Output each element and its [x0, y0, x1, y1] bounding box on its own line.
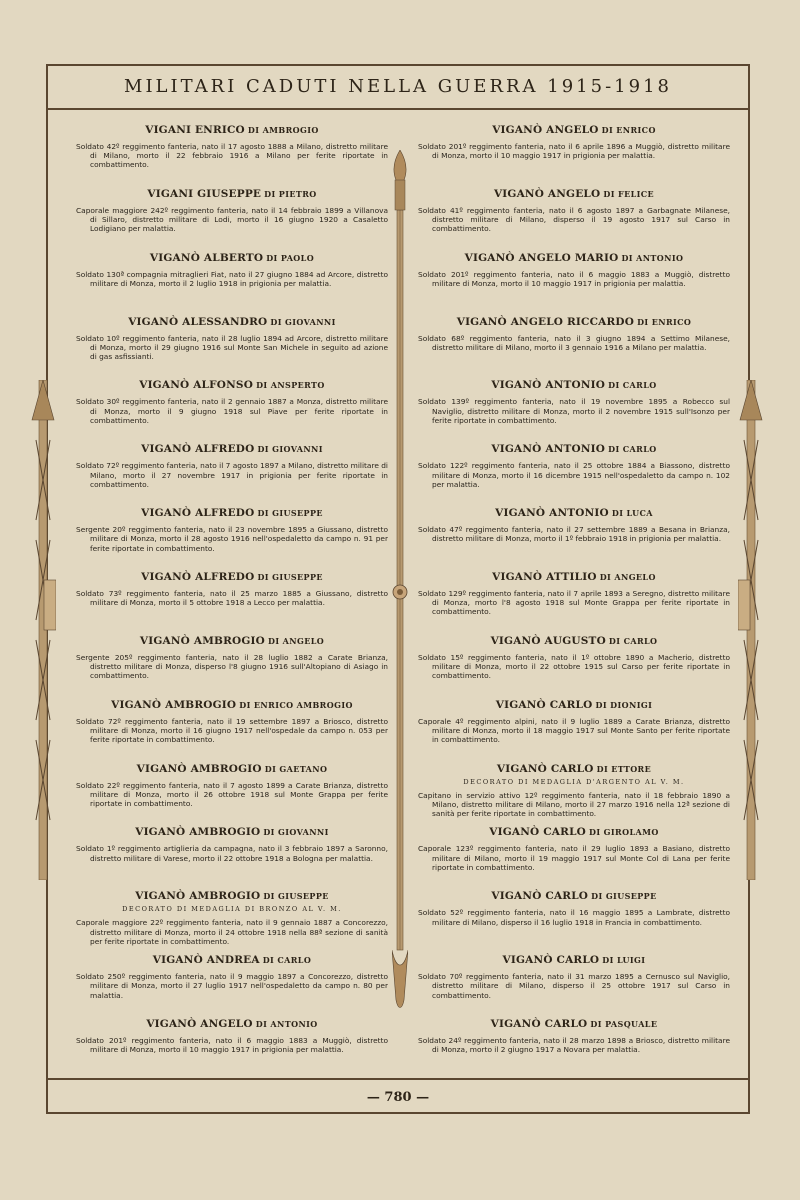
left-fasces-ornament	[30, 380, 56, 880]
soldier-entry	[418, 1010, 730, 1074]
soldier-surname-given: VIGANÒ ANGELO	[492, 124, 599, 136]
soldier-entry	[76, 244, 388, 308]
soldier-name	[418, 507, 730, 519]
soldier-record-text: Soldato 201º reggimento fanteria, nato il 6 maggio 1883 a Muggiò, distretto militare di Monza, morto il 10 maggio 1917 in prigionia per malattia.	[418, 269, 730, 288]
soldier-name	[76, 890, 388, 902]
soldier-entry	[418, 308, 730, 372]
soldier-record-text: Soldato 139º reggimento fanteria, nato il 19 novembre 1895 a Robecco sul Naviglio, distretto militare di Monza, morto il 2 novembre 1915 sull'Isonzo per ferite riportate in combattimento.	[418, 397, 730, 425]
soldier-surname-given: VIGANÒ AMBROGIO	[139, 634, 265, 647]
soldier-surname-given: VIGANÒ AMBROGIO	[135, 826, 261, 839]
soldier-entry	[418, 755, 730, 819]
soldier-paternity: DI PAOLO	[266, 252, 315, 263]
soldier-entry	[418, 435, 730, 499]
soldier-name	[76, 1018, 388, 1030]
soldier-record-text: Soldato 41º reggimento fanteria, nato il 6 agosto 1897 a Garbagnate Milanese, distretto militare di Milano, disperso il 19 agosto 1917 sul Carso in combattimento.	[418, 205, 730, 234]
soldier-record-text: Soldato 47º reggimento fanteria, nato il 27 settembre 1889 a Besana in Brianza, distretto militare di Monza, morto il 1º febbraio 1918 in prigionia per malattia.	[418, 525, 730, 544]
soldier-entry	[76, 1010, 388, 1074]
soldier-record-text: Soldato 201º reggimento fanteria, nato il 6 aprile 1896 a Muggiò, distretto militare di Monza, morto il 10 maggio 1917 in prigionia per malattia.	[418, 142, 730, 161]
soldier-entry	[418, 818, 730, 882]
soldier-surname-given: VIGANI GIUSEPPE	[147, 187, 262, 200]
soldier-name	[418, 1018, 730, 1030]
soldier-entry	[418, 627, 730, 691]
soldier-entry	[418, 116, 730, 180]
soldier-record-text: Caporale maggiore 242º reggimento fanteria, nato il 14 febbraio 1899 a Villanova di Sillaro, distretto militare di Lodi, morto il 16 giugno 1920 a Casaletto Lodigiano per malattia.	[76, 205, 388, 234]
soldier-entry	[418, 499, 730, 563]
soldier-name	[418, 379, 730, 391]
page-number: — 780 —	[366, 1090, 430, 1105]
soldier-name	[76, 316, 388, 328]
soldier-paternity: DI GIUSEPPE	[257, 572, 323, 583]
soldier-name	[418, 124, 730, 136]
soldier-award: DECORATO DI MEDAGLIA D'ARGENTO AL V. M.	[463, 777, 685, 786]
soldier-record-text: Sergente 20º reggimento fanteria, nato il 23 novembre 1895 a Giussano, distretto militare di Monza, morto il 28 agosto 1916 nell'ospedaletto da campo n. 91 per ferite riportate in combattimento.	[76, 525, 388, 553]
soldier-surname-given: VIGANÒ ANTONIO	[491, 379, 606, 392]
soldier-record-text: Soldato 122º reggimento fanteria, nato il 25 ottobre 1884 a Biassono, distretto militare di Monza, morto il 16 dicembre 1915 nell'ospedaletto da campo n. 102 per malattia.	[418, 461, 730, 489]
soldier-name	[418, 763, 730, 775]
soldier-record-text: Caporale maggiore 22º reggimento fanteria, nato il 9 gennaio 1887 a Concorezzo, distretto militare di Monza, morto il 24 ottobre 1918 nella 88ª sezione di sanità per ferite riportate in combattimento.	[76, 918, 388, 946]
soldier-record-text: Soldato 129º reggimento fanteria, nato il 7 aprile 1893 a Seregno, distretto militare di Monza, morto l'8 agosto 1918 sul Monte Grappa per ferite riportate in combattimento.	[418, 589, 730, 617]
soldier-entry	[418, 882, 730, 946]
soldier-record-text: Soldato 30º reggimento fanteria, nato il 2 gennaio 1887 a Monza, distretto militare di Monza, morto il 9 giugno 1918 sul Piave per ferite riportate in combattimento.	[76, 397, 388, 425]
soldier-paternity: DI GIOVANNI	[257, 444, 323, 455]
soldier-paternity: DI CARLO	[608, 635, 658, 646]
soldier-entry	[76, 882, 388, 946]
soldier-surname-given: VIGANÒ CARLO	[502, 954, 600, 967]
soldier-record-text: Soldato 250º reggimento fanteria, nato il 9 maggio 1897 a Concorezzo, distretto militare di Monza, morto il 27 luglio 1917 nell'ospedaletto da campo n. 80 per malattia.	[76, 972, 388, 1000]
soldier-record-text: Sergente 205º reggimento fanteria, nato il 28 luglio 1882 a Carate Brianza, distretto militare di Monza, disperso l'8 giugno 1916 sull'Altopiano di Asiago in combattimento.	[76, 652, 388, 681]
soldier-name	[418, 443, 730, 455]
soldier-record-text: Soldato 130ª compagnia mitraglieri Fiat, nato il 27 giugno 1884 ad Arcore, distretto militare di Monza, morto il 2 luglio 1918 in prigionia per malattia.	[76, 269, 388, 288]
soldier-name	[418, 890, 730, 902]
soldier-entry	[76, 691, 388, 755]
soldier-record-text: Caporale 4º reggimento alpini, nato il 9 luglio 1889 a Carate Brianza, distretto militare di Monza, morto il 18 maggio 1917 sul Monte Santo per ferite riportate in combattimento.	[418, 716, 730, 745]
soldier-paternity: DI ANGELO	[268, 635, 325, 646]
soldier-entry	[418, 946, 730, 1010]
soldier-record-text: Soldato 73º reggimento fanteria, nato il 25 marzo 1885 a Giussano, distretto militare di Monza, morto il 5 ottobre 1918 a Lecco per malattia.	[76, 589, 388, 608]
soldier-entry	[76, 755, 388, 819]
soldier-surname-given: VIGANÒ ALFREDO	[141, 443, 255, 456]
soldier-paternity: DI GIUSEPPE	[591, 891, 657, 902]
soldier-surname-given: VIGANÒ ANGELO MARIO	[464, 251, 619, 264]
soldier-record-text: Soldato 70º reggimento fanteria, nato il 31 marzo 1895 a Cernusco sul Naviglio, distretto militare di Milano, disperso il 25 ottobre 1917 sul Carso in combattimento.	[418, 972, 730, 1000]
soldier-record-text: Soldato 10º reggimento fanteria, nato il 28 luglio 1894 ad Arcore, distretto militare di Monza, morto il 29 giugno 1916 sul Monte San Michele in seguito ad azione di gas asfissianti.	[76, 333, 388, 361]
soldier-surname-given: VIGANI ENRICO	[145, 124, 245, 136]
soldier-name	[418, 699, 730, 711]
soldier-name	[76, 507, 388, 519]
soldier-record-text: Soldato 72º reggimento fanteria, nato il 19 settembre 1897 a Briosco, distretto militare di Monza, morto il 16 giugno 1917 nell'ospedale da campo n. 053 per ferite riportate in combattimento.	[76, 716, 388, 745]
soldier-record-text: Soldato 1º reggimento artiglieria da campagna, nato il 3 febbraio 1897 a Saronno, distretto militare di Varese, morto il 22 ottobre 1918 a Bologna per malattia.	[76, 844, 388, 863]
soldier-name	[418, 635, 730, 647]
soldier-award: DECORATO DI MEDAGLIA DI BRONZO AL V. M.	[122, 905, 342, 914]
soldier-record-text: Capitano in servizio attivo 12º reggimento fanteria, nato il 18 febbraio 1890 a Milano, distretto militare di Milano, morto il 27 marzo 1916 nella 12ª sezione di sanità per ferite riportate in combattimento.	[418, 790, 730, 818]
soldier-surname-given: VIGANÒ AMBROGIO	[111, 698, 237, 711]
soldier-entry	[418, 563, 730, 627]
soldier-paternity: DI CARLO	[608, 444, 657, 455]
soldier-name	[76, 635, 388, 647]
soldier-surname-given: VIGANÒ ALBERTO	[149, 251, 264, 264]
header-divider	[46, 108, 750, 110]
soldier-paternity: DI ENRICO	[601, 125, 656, 135]
soldier-paternity: DI AMBROGIO	[247, 125, 319, 135]
soldier-name	[418, 571, 730, 583]
soldier-name	[76, 124, 388, 136]
soldier-paternity: DI ETTORE	[596, 763, 652, 774]
soldier-record-text: Soldato 68º reggimento fanteria, nato il 3 giugno 1894 a Settimo Milanese, distretto militare di Milano, morto il 3 gennaio 1916 a Milano per malattia.	[418, 333, 730, 352]
soldier-name	[418, 316, 730, 328]
center-fasces-ornament	[392, 150, 408, 1020]
soldier-surname-given: VIGANÒ AMBROGIO	[135, 890, 261, 903]
soldier-paternity: DI GIROLAMO	[589, 827, 659, 838]
soldier-paternity: DI CARLO	[608, 380, 657, 391]
soldier-entry	[76, 180, 388, 244]
soldier-name	[76, 954, 388, 966]
soldier-surname-given: VIGANÒ CARLO	[496, 762, 594, 775]
soldier-name	[418, 954, 730, 966]
soldier-surname-given: VIGANÒ ALFONSO	[139, 379, 254, 392]
soldier-paternity: DI GAETANO	[264, 763, 328, 774]
right-fasces-ornament	[738, 380, 764, 880]
soldier-paternity: DI ANTONIO	[255, 1019, 318, 1030]
soldier-name	[76, 188, 388, 200]
footer-divider	[46, 1078, 750, 1080]
right-column	[418, 116, 730, 1074]
soldier-surname-given: VIGANÒ CARLO	[490, 1018, 588, 1031]
soldier-entry	[76, 946, 388, 1010]
soldier-name	[76, 763, 388, 775]
soldier-surname-given: VIGANÒ ATTILIO	[492, 571, 597, 584]
soldier-record-text: Soldato 22º reggimento fanteria, nato il 7 agosto 1899 a Carate Brianza, distretto militare di Monza, morto il 26 ottobre 1918 sul Monte Grappa per ferite riportate in combattimento.	[76, 780, 388, 808]
soldier-name	[76, 443, 388, 455]
soldier-entry	[76, 627, 388, 691]
soldier-paternity: DI GIOVANNI	[263, 827, 329, 838]
soldier-name	[418, 826, 730, 838]
soldier-paternity: DI ENRICO	[637, 316, 692, 327]
page-title: MILITARI CADUTI NELLA GUERRA 1915-1918	[124, 76, 672, 97]
soldier-entry	[418, 691, 730, 755]
soldier-surname-given: VIGANÒ CARLO	[495, 698, 593, 711]
left-column	[76, 116, 388, 1074]
soldier-surname-given: VIGANÒ ANGELO	[493, 187, 601, 200]
soldier-entry	[76, 563, 388, 627]
soldier-name	[418, 188, 730, 200]
soldier-paternity: DI PASQUALE	[590, 1019, 658, 1030]
soldier-surname-given: VIGANÒ AMBROGIO	[136, 762, 262, 775]
soldier-paternity: DI DIONIGI	[595, 699, 653, 710]
soldier-surname-given: VIGANÒ ALFREDO	[141, 571, 255, 584]
soldier-surname-given: VIGANÒ ALESSANDRO	[128, 315, 268, 328]
soldier-paternity: DI ANGELO	[599, 572, 656, 583]
soldier-name	[418, 252, 730, 264]
soldier-surname-given: VIGANÒ CARLO	[491, 890, 589, 903]
soldier-name	[76, 379, 388, 391]
soldier-surname-given: VIGANÒ ALFREDO	[141, 507, 255, 520]
soldier-surname-given: VIGANÒ ANGELO	[146, 1018, 253, 1031]
soldier-record-text: Soldato 201º reggimento fanteria, nato il 6 maggio 1883 a Muggiò, distretto militare di Monza, morto il 10 maggio 1917 in prigionia per malattia.	[76, 1036, 388, 1055]
soldier-record-text: Soldato 15º reggimento fanteria, nato il 1º ottobre 1890 a Macherio, distretto militare di Monza, morto il 22 ottobre 1915 sul Carso per ferite riportate in combattimento.	[418, 652, 730, 681]
soldier-entry	[76, 818, 388, 882]
soldier-paternity: DI ANTONIO	[621, 252, 684, 263]
soldier-paternity: DI LUCA	[611, 508, 653, 519]
soldier-record-text: Soldato 72º reggimento fanteria, nato il 7 agosto 1897 a Milano, distretto militare di Milano, morto il 27 novembre 1917 in prigionia per ferite riportate in combattimento.	[76, 461, 388, 489]
soldier-paternity: DI GIUSEPPE	[263, 891, 329, 902]
soldier-surname-given: VIGANÒ ANTONIO	[491, 443, 606, 456]
soldier-paternity: DI CARLO	[262, 955, 312, 966]
soldier-paternity: DI GIUSEPPE	[257, 508, 323, 519]
soldier-paternity: DI ANSPERTO	[256, 380, 325, 391]
soldier-entry	[418, 244, 730, 308]
soldier-entry	[76, 116, 388, 180]
soldier-paternity: DI PIETRO	[264, 188, 317, 199]
soldier-surname-given: VIGANÒ AUGUSTO	[490, 634, 606, 647]
soldier-entry	[418, 371, 730, 435]
soldier-surname-given: VIGANÒ CARLO	[489, 826, 586, 839]
soldier-entry	[76, 371, 388, 435]
soldier-record-text: Soldato 24º reggimento fanteria, nato il 28 marzo 1898 a Briosco, distretto militare di Monza, morto il 2 giugno 1917 a Novara per malattia.	[418, 1036, 730, 1055]
soldier-entry	[76, 435, 388, 499]
soldier-entry	[76, 308, 388, 372]
soldier-record-text: Caporale 123º reggimento fanteria, nato il 29 luglio 1893 a Basiano, distretto militare di Milano, morto il 19 maggio 1917 sul Monte Col di Lana per ferite riportate in combattimento.	[418, 844, 730, 872]
soldier-record-text: Soldato 42º reggimento fanteria, nato il 17 agosto 1888 a Milano, distretto militare di Milano, morto il 22 febbraio 1916 a Milano per ferite riportate in combattimento.	[76, 142, 388, 170]
soldier-name	[76, 252, 388, 264]
soldier-name	[76, 699, 388, 711]
soldier-name	[76, 571, 388, 583]
soldier-entry	[418, 180, 730, 244]
soldier-surname-given: VIGANÒ ANTONIO	[495, 507, 609, 520]
soldier-paternity: DI GIOVANNI	[270, 316, 336, 327]
soldier-entry	[76, 499, 388, 563]
soldier-surname-given: VIGANÒ ANGELO RICCARDO	[456, 315, 635, 328]
soldier-surname-given: VIGANÒ ANDREA	[152, 954, 260, 967]
soldier-paternity: DI LUIGI	[602, 955, 646, 966]
soldier-paternity: DI ENRICO AMBROGIO	[239, 699, 353, 710]
soldier-name	[76, 826, 388, 838]
soldier-paternity: DI FELICE	[603, 188, 655, 199]
soldier-record-text: Soldato 52º reggimento fanteria, nato il 16 maggio 1895 a Lambrate, distretto militare di Milano, disperso il 16 luglio 1918 in Francia in combattimento.	[418, 908, 730, 927]
